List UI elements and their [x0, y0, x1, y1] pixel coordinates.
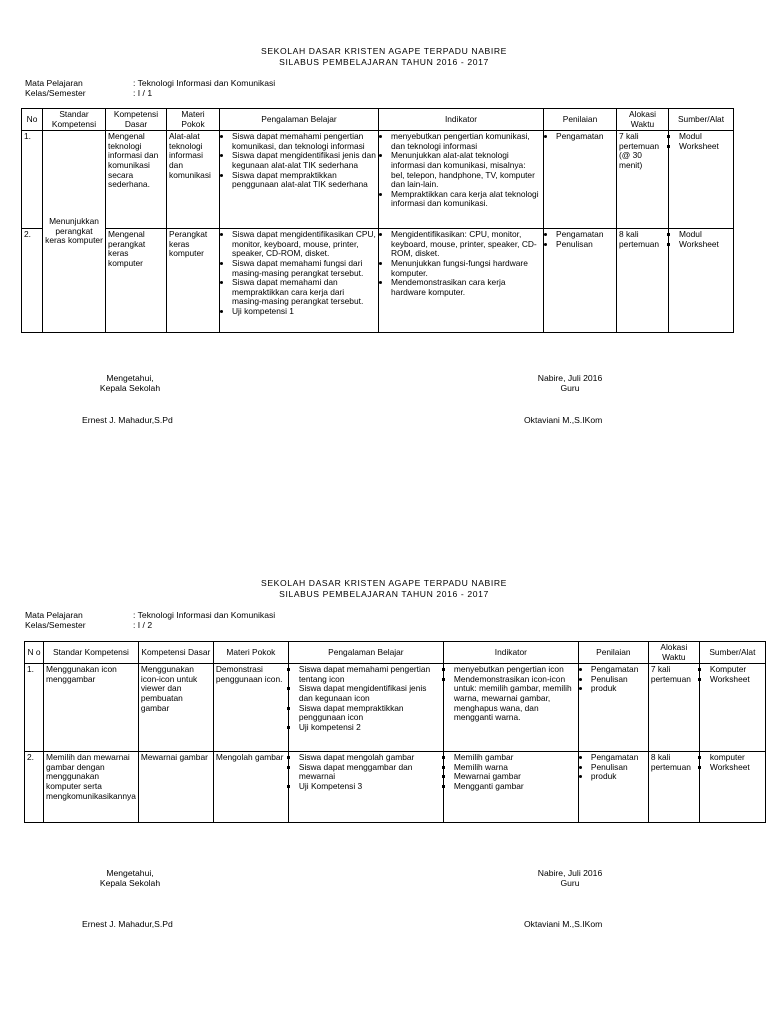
- list-item: • Pengamatan: [591, 753, 646, 763]
- penilaian: [544, 229, 617, 333]
- headmaster-name: Ernest J. Mahadur,S.Pd: [82, 919, 173, 929]
- indikator: [443, 664, 578, 752]
- list-item: ▪ Uji Kompetensi 3: [299, 782, 441, 792]
- col-indikator: Indikator: [379, 109, 544, 131]
- subject-value: : Teknologi Informasi dan Komunikasi: [133, 78, 276, 88]
- kompetensi-dasar: Mengenal perangkat keras komputer: [106, 229, 167, 333]
- col-kd: Kompetensi Dasar: [138, 642, 213, 664]
- list-item: ▪ Siswa dapat mengidentifikasi jenis dan kegunaan icon: [299, 684, 441, 703]
- col-sumber: Sumber/Alat: [669, 109, 734, 131]
- list-item: ▪ Worksheet: [710, 763, 763, 773]
- syllabus-title: SILABUS PEMBELAJARAN TAHUN 2016 - 2017: [279, 57, 489, 67]
- indikator: [379, 229, 544, 333]
- col-materi: Materi Pokok: [213, 642, 288, 664]
- sig-date: Nabire, Juli 2016: [537, 373, 603, 383]
- list-item: ▪ Modul: [679, 132, 731, 142]
- list-item: ▪ Mewarnai gambar: [454, 772, 576, 782]
- list-item: ▪ Memilih warna: [454, 763, 576, 773]
- materi-pokok: Demonstrasi penggunaan icon.: [213, 664, 288, 752]
- list-item: • Menunjukkan fungsi-fungsi hardware komputer.: [391, 259, 541, 278]
- sumber-alat: [699, 664, 765, 752]
- alokasi-waktu: 8 kali pertemuan: [648, 752, 699, 823]
- right-signature-block: [520, 373, 620, 393]
- list-item: • produk: [591, 684, 646, 694]
- sig-date: Nabire, Juli 2016: [537, 868, 603, 878]
- indikator: [443, 752, 578, 823]
- list-item: ▪ Memilih gambar: [454, 753, 576, 763]
- col-pengalaman: Pengalaman Belajar: [220, 109, 379, 131]
- sig-guru: Guru: [560, 878, 580, 888]
- kompetensi-dasar: Mengenal teknologi informasi dan komunikasi secara sederhana.: [106, 131, 167, 229]
- meta-class: [25, 89, 152, 99]
- pengalaman-belajar: [220, 131, 379, 229]
- list-item: • Siswa dapat mengidentifikasi jenis dan kegunaan alat-alat TIK sederhana: [232, 151, 376, 170]
- penilaian: [544, 131, 617, 229]
- standar-kompetensi: Menunjukkan perangkat keras komputer: [43, 131, 106, 333]
- list-item: • produk: [591, 772, 646, 782]
- school-name: SEKOLAH DASAR KRISTEN AGAPE TERPADU NABIRE: [261, 46, 507, 56]
- pengalaman-belajar: [220, 229, 379, 333]
- list-item: • Siswa dapat mempraktikkan penggunaan alat-alat TIK sederhana: [232, 171, 376, 190]
- school-name: SEKOLAH DASAR KRISTEN AGAPE TERPADU NABIRE: [261, 578, 507, 588]
- class-value: : I / 1: [133, 88, 153, 98]
- sumber-alat: [669, 229, 734, 333]
- list-item: • Mendemonstrasikan cara kerja hardware komputer.: [391, 278, 541, 297]
- indikator: [379, 131, 544, 229]
- list-item: ▪ menyebutkan pengertian icon: [454, 665, 576, 675]
- pengalaman-belajar: [288, 664, 443, 752]
- col-standar: Standar Kompetensi: [43, 109, 106, 131]
- list-item: • Pengamatan: [556, 230, 614, 240]
- row-no: 1.: [25, 664, 44, 752]
- list-item: • menyebutkan pengertian komunikasi, dan teknologi informasi: [391, 132, 541, 151]
- meta-class: [25, 621, 152, 631]
- alokasi-waktu: 7 kali pertemuan: [648, 664, 699, 752]
- col-penilaian: Penilaian: [578, 642, 648, 664]
- subject-label: Mata Pelajaran: [25, 610, 83, 620]
- list-item: ▪ Siswa dapat memahami pengertian tentang icon: [299, 665, 441, 684]
- sumber-alat: [699, 752, 765, 823]
- syllabus-title: SILABUS PEMBELAJARAN TAHUN 2016 - 2017: [279, 589, 489, 599]
- list-item: • Penulisan: [591, 675, 646, 685]
- header-row: [22, 109, 734, 131]
- col-no: N o: [25, 642, 44, 664]
- standar-kompetensi: Menggunakan icon menggambar: [44, 664, 139, 752]
- kompetensi-dasar: Menggunakan icon-icon untuk viewer dan pembuatan gambar: [138, 664, 213, 752]
- row-no: 2.: [22, 229, 43, 333]
- list-item: ▪ Mengganti gambar: [454, 782, 576, 792]
- standar-kompetensi: Memilih dan mewarnai gambar dengan menggunakan komputer serta mengkomunikasikannya: [44, 752, 139, 823]
- list-item: ▪ Worksheet: [679, 240, 731, 250]
- left-signature-block: [80, 373, 180, 393]
- list-item: • Pengamatan: [556, 132, 614, 142]
- col-standar: Standar Kompetensi: [44, 642, 139, 664]
- list-item: ▪ Worksheet: [679, 142, 731, 152]
- table-row: [25, 752, 766, 823]
- row-no: 2.: [25, 752, 44, 823]
- list-item: • Penulisan: [591, 763, 646, 773]
- penilaian: [578, 752, 648, 823]
- headmaster-name: Ernest J. Mahadur,S.Pd: [82, 415, 173, 425]
- list-item: • Siswa dapat memahami pengertian komunikasi, dan teknologi informasi: [232, 132, 376, 151]
- teacher-name: Oktaviani M.,S.IKom: [524, 919, 603, 929]
- syllabus-table-2: [24, 641, 766, 823]
- materi-pokok: Alat-alat teknologi informasi dan komunikasi: [167, 131, 220, 229]
- col-no: No: [22, 109, 43, 131]
- list-item: ▪ Worksheet: [710, 675, 763, 685]
- penilaian: [578, 664, 648, 752]
- sig-mengetahui: Mengetahui,: [106, 868, 154, 878]
- class-label: Kelas/Semester: [25, 620, 86, 630]
- sumber-alat: [669, 131, 734, 229]
- sig-mengetahui: Mengetahui,: [106, 373, 154, 383]
- list-item: • Siswa dapat memahami dan mempraktikkan cara kerja dari masing-masing perangkat tersebut.: [232, 278, 376, 307]
- list-item: • Pengamatan: [591, 665, 646, 675]
- col-kd: Kompetensi Dasar: [106, 109, 167, 131]
- col-pengalaman: Pengalaman Belajar: [288, 642, 443, 664]
- syllabus-table-1: [21, 108, 734, 333]
- list-item: • Mempraktikkan cara kerja alat teknologi informasi dan komunikasi.: [391, 190, 541, 209]
- list-item: ▪ Mendemonstrasikan icon-icon untuk: memilih gambar, memilih warna, mewarnai gambar, menghapus wana, dan mengganti warna.: [454, 675, 576, 723]
- table-row: [22, 131, 734, 229]
- list-item: ▪ Siswa dapat mengolah gambar: [299, 753, 441, 763]
- kompetensi-dasar: Mewarnai gambar: [138, 752, 213, 823]
- sig-kepala-sekolah: Kepala Sekolah: [99, 383, 161, 393]
- list-item: ▪ Modul: [679, 230, 731, 240]
- sig-kepala-sekolah: Kepala Sekolah: [99, 878, 161, 888]
- col-alokasi: Alokasi Waktu: [648, 642, 699, 664]
- right-signature-block: [520, 868, 620, 888]
- list-item: ▪ Siswa dapat menggambar dan mewarnai: [299, 763, 441, 782]
- header-row: [25, 642, 766, 664]
- list-item: ▪ Siswa dapat mempraktikkan penggunaan icon: [299, 704, 441, 723]
- left-signature-block: [80, 868, 180, 888]
- subject-label: Mata Pelajaran: [25, 78, 83, 88]
- sig-guru: Guru: [560, 383, 580, 393]
- col-alokasi: Alokasi Waktu: [617, 109, 669, 131]
- col-penilaian: Penilaian: [544, 109, 617, 131]
- row-no: 1.: [22, 131, 43, 229]
- subject-value: : Teknologi Informasi dan Komunikasi: [133, 610, 276, 620]
- alokasi-waktu: 8 kali pertemuan: [617, 229, 669, 333]
- list-item: • Siswa dapat mengidentifikasikan CPU, monitor, keyboard, mouse, printer, speaker, CD-ROM, disket.: [232, 230, 376, 259]
- list-item: ▪ komputer: [710, 753, 763, 763]
- table-row: [22, 229, 734, 333]
- col-sumber: Sumber/Alat: [699, 642, 765, 664]
- list-item: • Uji kompetensi 1: [232, 307, 376, 317]
- pengalaman-belajar: [288, 752, 443, 823]
- list-item: ▪ Uji kompetensi 2: [299, 723, 441, 733]
- teacher-name: Oktaviani M.,S.IKom: [524, 415, 603, 425]
- col-indikator: Indikator: [443, 642, 578, 664]
- class-value: : I / 2: [133, 620, 153, 630]
- alokasi-waktu: 7 kali pertemuan (@ 30 menit): [617, 131, 669, 229]
- col-materi: Materi Pokok: [167, 109, 220, 131]
- list-item: ▪ Komputer: [710, 665, 763, 675]
- list-item: • Siswa dapat memahami fungsi dari masing-masing perangkat tersebut.: [232, 259, 376, 278]
- materi-pokok: Mengolah gambar: [213, 752, 288, 823]
- table-row: [25, 664, 766, 752]
- list-item: • Penulisan: [556, 240, 614, 250]
- list-item: • Mengidentifikasikan: CPU, monitor, keyboard, mouse, printer, speaker, CD-ROM, disket.: [391, 230, 541, 259]
- class-label: Kelas/Semester: [25, 88, 86, 98]
- list-item: • Menunjukkan alat-alat teknologi informasi dan komunikasi, misalnya: bel, telepon, handphone, TV, komputer dan lain-lain.: [391, 151, 541, 189]
- materi-pokok: Perangkat keras komputer: [167, 229, 220, 333]
